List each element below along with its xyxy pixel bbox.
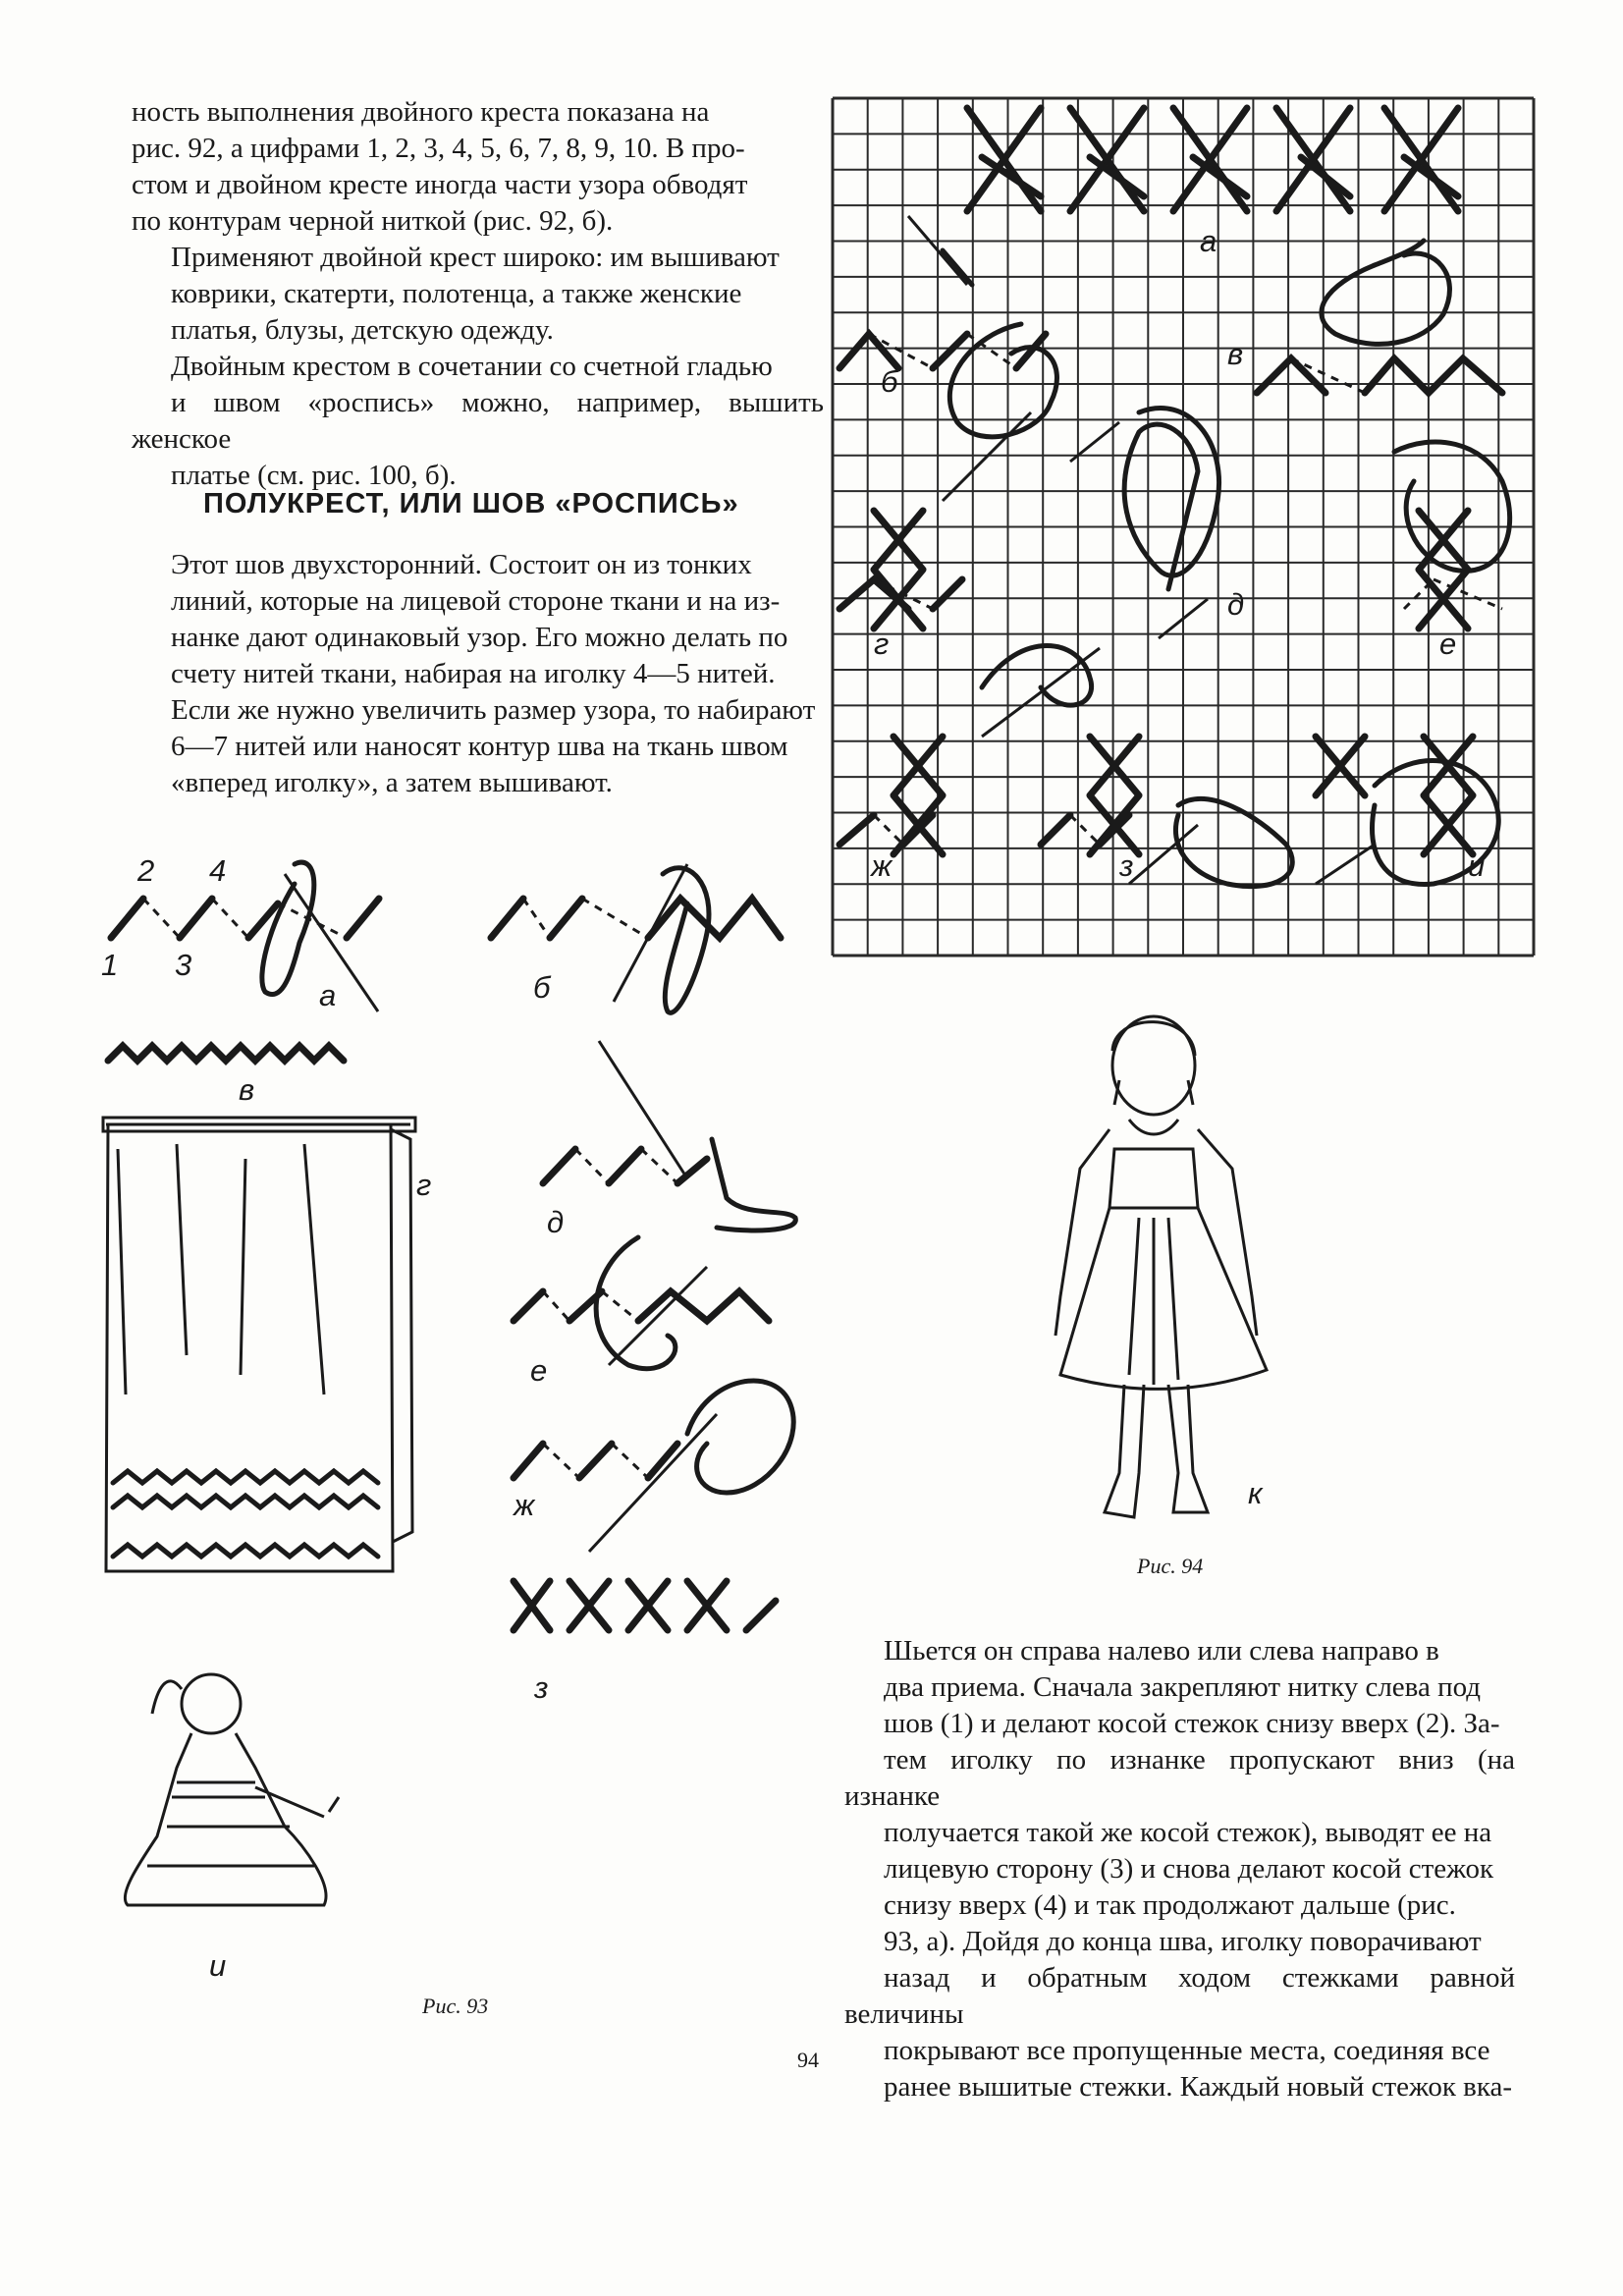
paragraph-3: Двойным крестом в сочетании со счетной гладью и швом «роспись» можно, например, вышить женское платье (см. рис. 100, б).	[132, 351, 824, 491]
fig93-label-e: е	[530, 1353, 548, 1388]
grid-label-d: д	[1227, 587, 1245, 622]
fig93-label-g: г	[416, 1168, 432, 1202]
bottom-text	[844, 1633, 1515, 2105]
fig93-label-a: а	[319, 978, 337, 1012]
fig93-label-z: з	[534, 1670, 549, 1705]
page-number: 94	[797, 2048, 819, 2072]
grid-label-a: а	[1200, 224, 1217, 258]
fig93-label-i: и	[209, 1948, 227, 1983]
girl-standing-illustration	[1055, 1016, 1267, 1517]
paragraph-5: Шьется он справа налево или слева направо в два приема. Сначала закрепляют нитку слева под шов (1) и делают косой стежок снизу вверх (2). За- тем иголку по изнанке пропускают вниз (на изнанке получается такой же косой стежок), выводят ее на лицевую сторону (3) и снова делают косой стежок снизу вверх (4) и так продолжают дальше (рис. 93, а). Дойдя до конца шва, иголку поворачивают назад и обратным ходом стежками равной величины покрывают все пропущенные места, соединяя все ранее вышитые стежки. Каждый новый стежок вка-	[844, 1635, 1515, 2103]
fig93-label-d: д	[547, 1205, 565, 1239]
grid-label-g: г	[874, 627, 890, 661]
grid-label-v: в	[1227, 337, 1244, 371]
fig93-label-v: в	[239, 1072, 255, 1107]
paragraph-1: ность выполнения двойного креста показана на рис. 92, а цифрами 1, 2, 3, 4, 5, 6, 7, 8, 9, 10. В про- стом и двойном кресте иногда части узора обводят по контурам черной ниткой (рис. 92, б).	[132, 96, 748, 237]
fig93-label-3: 3	[175, 948, 192, 982]
fig93-label-2: 2	[137, 853, 155, 888]
paragraph-2: Применяют двойной крест широко: им вышивают коврики, скатерти, полотенца, а также женские платья, блузы, детскую одежду.	[171, 242, 780, 346]
fig93-label-1: 1	[101, 948, 119, 982]
fig93-label-zh: ж	[514, 1488, 535, 1522]
grid-label-e: е	[1439, 627, 1457, 661]
grid-label-b: б	[881, 364, 898, 399]
grid-label-i: и	[1468, 848, 1486, 883]
fig93-label-4: 4	[209, 853, 227, 888]
section-heading: ПОЛУКРЕСТ, ИЛИ ШОВ «РОСПИСЬ»	[203, 488, 739, 519]
fig93-label-b: б	[533, 970, 551, 1005]
paragraph-4: Этот шов двухсторонний. Состоит он из тонких линий, которые на лицевой стороне ткани и на из- нанке дают одинаковый узор. Его можно делать по счету нитей ткани, набирая на иголку 4—5 нитей. Если же нужно увеличить размер узора, то набирают 6—7 нитей или наносят контур шва на ткань швом «вперед иголку», а затем вышивают.	[171, 549, 816, 798]
grid-label-zh: ж	[871, 848, 893, 883]
fig94-caption: Рис. 94	[1137, 1554, 1204, 1578]
fig94-label-k: к	[1248, 1476, 1263, 1510]
grid-label-z: з	[1119, 848, 1134, 883]
fig93-caption: Рис. 93	[422, 1994, 489, 2018]
